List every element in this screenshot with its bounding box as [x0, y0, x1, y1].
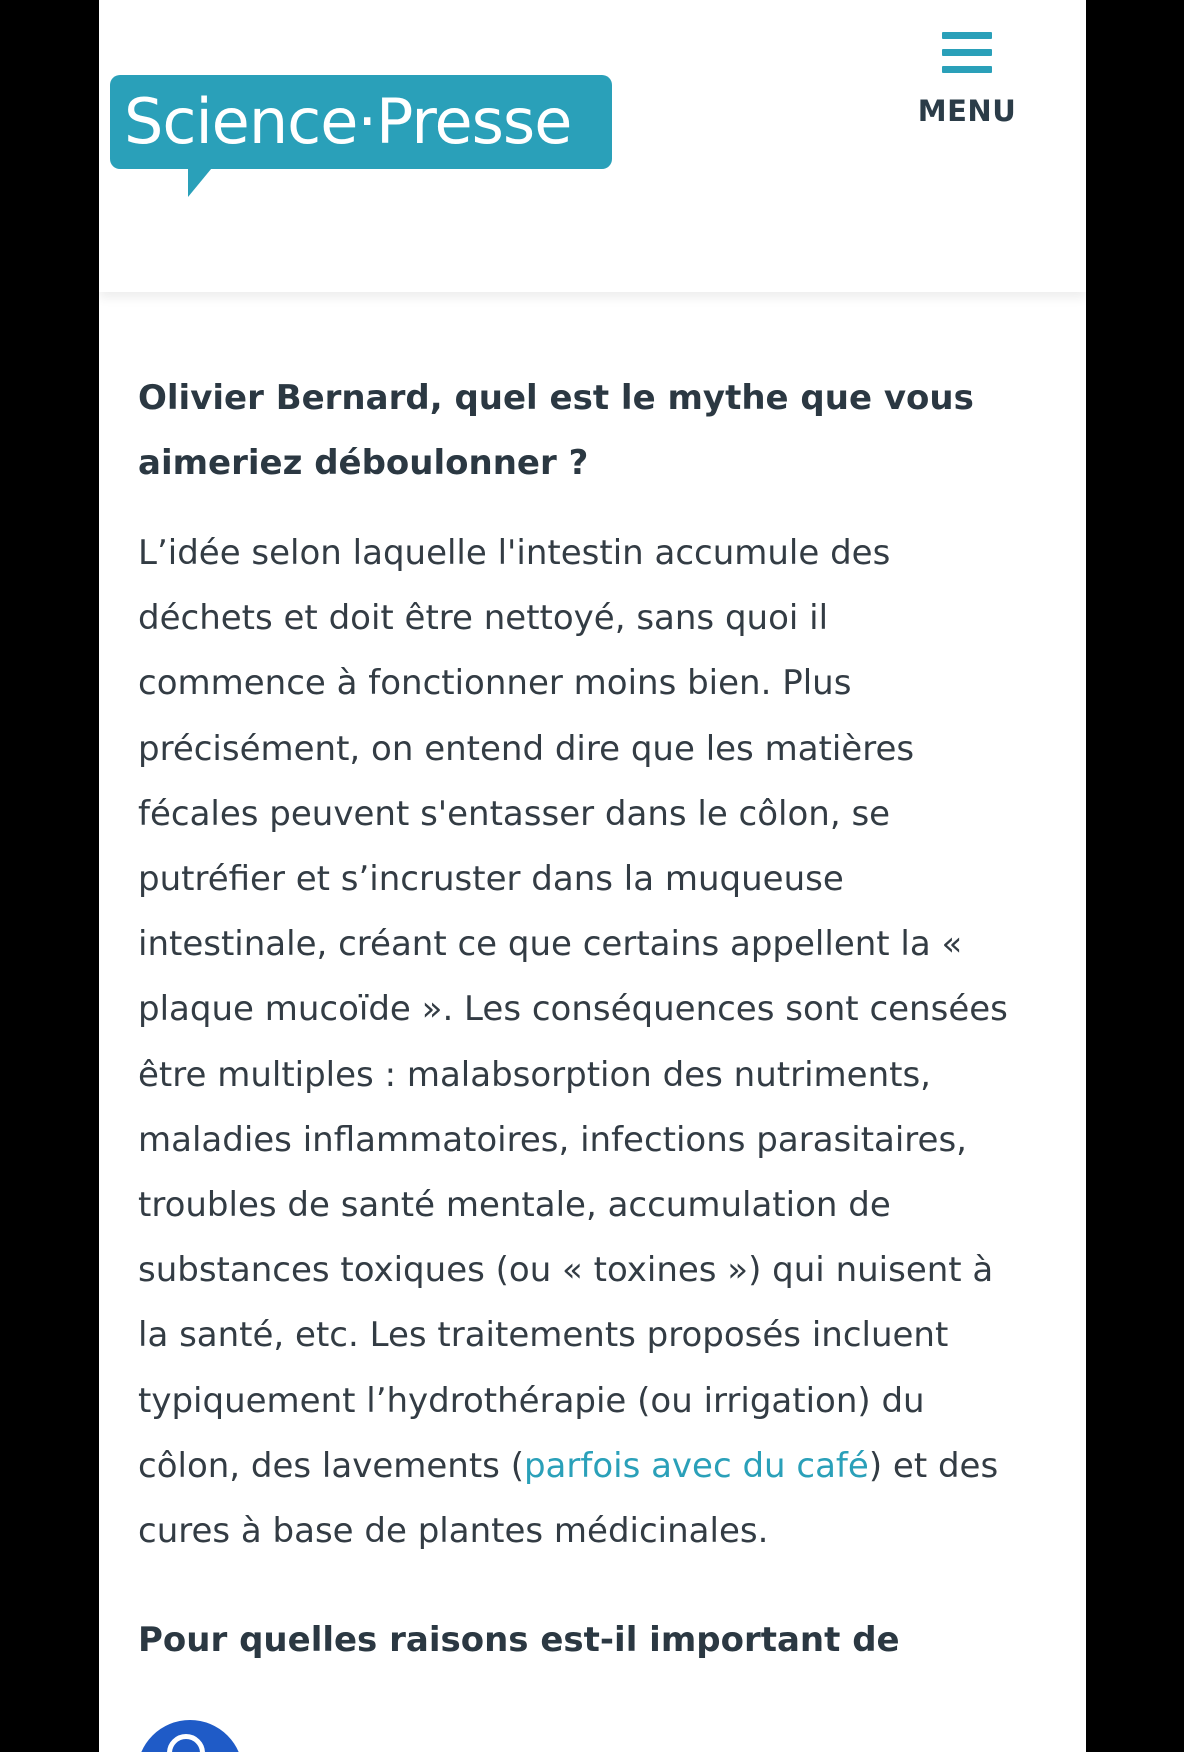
coffee-enema-link[interactable]: parfois avec du café — [523, 1445, 869, 1486]
accessibility-button[interactable] — [137, 1720, 243, 1752]
article-body — [138, 366, 1018, 1673]
page — [99, 0, 1086, 1752]
site-header — [99, 0, 1086, 292]
accessibility-icon — [167, 1734, 205, 1752]
menu-label: MENU — [917, 94, 1017, 128]
answer-text-end: ) et des cures à base de plantes médicinales. — [138, 1445, 999, 1552]
answer-text: L’idée selon laquelle l'intestin accumule des déchets et doit être nettoyé, sans quoi il commence à fonctionner moins bien. Plus précisément, on entend dire que les matières fécales peuvent s'entasser dans le côlon, se putréfier et s’incruster dans la muqueuse intestinale, créant ce que certains appellent la « plaque mucoïde ». Les conséquences sont censées être multiples : malabsorption des nutriments, maladies inflammatoires, infections parasitaires, troubles de santé mentale, accumulation de substances toxiques (ou « toxines ») qui nuisent à la santé, etc. Les traitements proposés incluent typiquement l’hydrothérapie (ou irrigation) du côlon, des lavements ( — [138, 533, 1008, 1486]
logo-text: Science·Presse — [124, 85, 572, 158]
interview-question-2: Pour quelles raisons est-il important de — [138, 1620, 900, 1661]
science-presse-logo[interactable] — [110, 75, 612, 199]
interview-answer — [138, 521, 1018, 1564]
logo-bubble-tail — [188, 163, 216, 197]
menu-button[interactable] — [907, 30, 1027, 140]
interview-question: Olivier Bernard, quel est le mythe que vous aimeriez déboulonner ? — [138, 378, 974, 483]
hamburger-icon — [942, 32, 992, 74]
